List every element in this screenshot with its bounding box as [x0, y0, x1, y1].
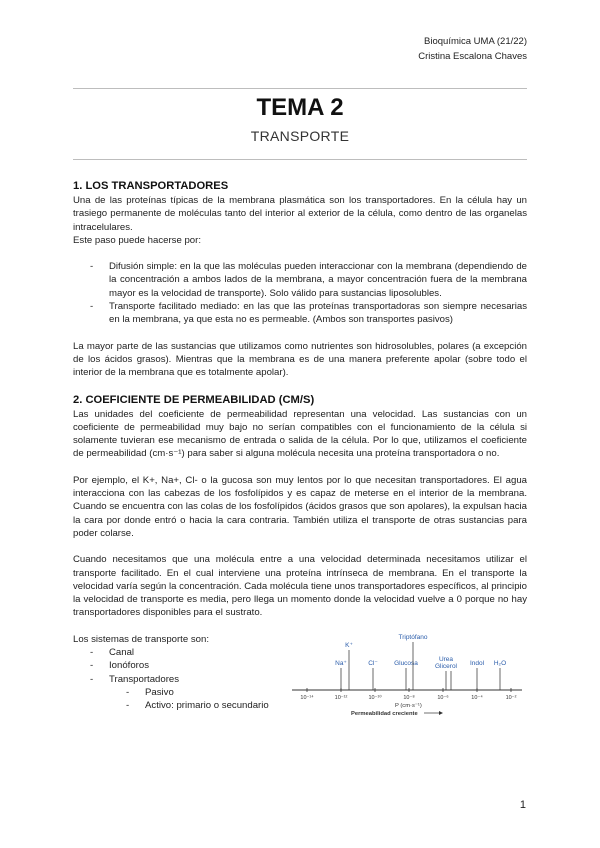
section-1-paragraph-2: La mayor parte de las sustancias que utilizamos como nutrientes son hidrosolubles, polares (a excepción de los ácidos grasos). Mientras que la membrana es de una manera preferente apolar (sobre todo el interior de la membrana que es totalmente apolar). — [73, 340, 527, 379]
list-item: - Pasivo — [73, 686, 527, 699]
label-water: H₂O — [493, 659, 507, 667]
list-item: - Transporte facilitado mediado: en las que las proteínas transportadoras son siempre necesarias en la membrana, ya que esta no es permeable. (Ambos son transportes pasivos) — [73, 300, 527, 327]
label-chloride: Cl⁻ — [368, 659, 378, 667]
tick-label: 10⁻⁶ — [437, 694, 449, 701]
tick-label: 10⁻¹⁴ — [300, 694, 314, 701]
list-item: - Ionóforos — [73, 659, 527, 672]
label-potassium: K⁺ — [345, 641, 353, 649]
tick-label: 10⁻⁴ — [471, 694, 483, 701]
list-item: - Difusión simple: en la que las moléculas pueden interaccionar con la membrana (dependiendo de la concentración a ambos lados de la membrana, a mayor concentración fuera de la membrana mayor es la velocidad de transporte). Solo válido para sustancias liposolubles. — [73, 260, 527, 300]
section-2-paragraph-1: Las unidades del coeficiente de permeabilidad representan una velocidad. Las sustancias con un coeficiente de permeabilidad muy bajo no serían compatibles con el funcionamiento de la célula si solamente tuvieran ese mecanismo de entrada o salida de la célula. Por lo que, utilizamos el coeficiente de permeabilidad (cm·s⁻¹) para saber si alguna molécula necesita una proteína transportadora o no. — [73, 408, 527, 460]
page-number: 1 — [519, 799, 526, 811]
list-item: - Transportadores — [73, 673, 527, 686]
label-glucose: Glucosa — [394, 659, 418, 667]
permeability-figure — [287, 627, 527, 719]
section-1-heading: 1. LOS TRANSPORTADORES — [73, 180, 229, 192]
page-title: TEMA 2 — [256, 94, 344, 121]
header-author: Cristina Escalona Chaves — [418, 51, 527, 62]
label-indole: Indol — [469, 659, 485, 667]
tick-label: 10⁻⁸ — [403, 694, 415, 701]
section-1-paragraph: Una de las proteínas típicas de la membrana plasmática son los transportadores. En la célula hay un trasiego permanente de moléculas tanto del interior al exterior de la célula, como dentro de las organelas intracelulares. — [73, 195, 527, 233]
list-item: - Activo: primario o secundario — [73, 699, 527, 712]
section-2-paragraph-3: Cuando necesitamos que una molécula entre a una velocidad determinada necesitamos utilizar el transporte facilitado. En el cual interviene una proteína intrínseca de membrana. En el transporte la velocidad varía según la concentración. Cada molécula tiene unos transportadores específicos, al principio la velocidad de transporte es media, pero llega un momento donde la velocidad vuelve a 0 porque no hay transportadores disponibles para el sustrato. — [73, 554, 527, 619]
transport-types-list — [73, 260, 527, 326]
tick-label: 10⁻² — [505, 694, 517, 701]
section-2-heading: 2. COEFICIENTE DE PERMEABILIDAD (CM/S) — [73, 393, 315, 406]
tick-label: 10⁻¹² — [334, 694, 348, 701]
tick-label: 10⁻¹⁰ — [368, 694, 382, 701]
transport-systems — [73, 633, 527, 723]
list-item: - Canal — [73, 646, 527, 659]
section-1-lead: Este paso puede hacerse por: — [73, 234, 202, 246]
page-subtitle: TRANSPORTE — [250, 128, 350, 144]
label-glycerol: Glicerol — [434, 662, 458, 670]
axis-unit: P (cm·s⁻¹) — [395, 702, 422, 709]
top-divider — [73, 88, 527, 89]
label-urea: Urea — [438, 655, 454, 663]
section-2-paragraph-2: Por ejemplo, el K+, Na+, Cl- o la gucosa son muy lentos por lo que necesitan transportadores. El agua interacciona con las cabezas de los fosfolípidos y es capaz de meterse en el interior de la membrana. Cuando se encuentra con las colas de los fosfolípidos (ácidos grasos que son apolares), la expulsan hacia la cara por donde entró o hacia la cara contraria. También utiliza el transporte de otras sustancias para poder colarse. — [73, 474, 527, 539]
arrow-right-icon — [439, 711, 443, 715]
bottom-divider — [73, 159, 527, 160]
systems-intro: Los sistemas de transporte son: — [73, 633, 209, 645]
label-sodium: Na⁺ — [335, 659, 347, 667]
document-body — [73, 179, 527, 723]
label-tryptophan: Triptófano — [398, 633, 428, 641]
header-course: Bioquímica UMA (21/22) — [424, 36, 527, 47]
page-header — [418, 34, 527, 64]
axis-caption: Permeabilidad creciente — [351, 710, 418, 717]
